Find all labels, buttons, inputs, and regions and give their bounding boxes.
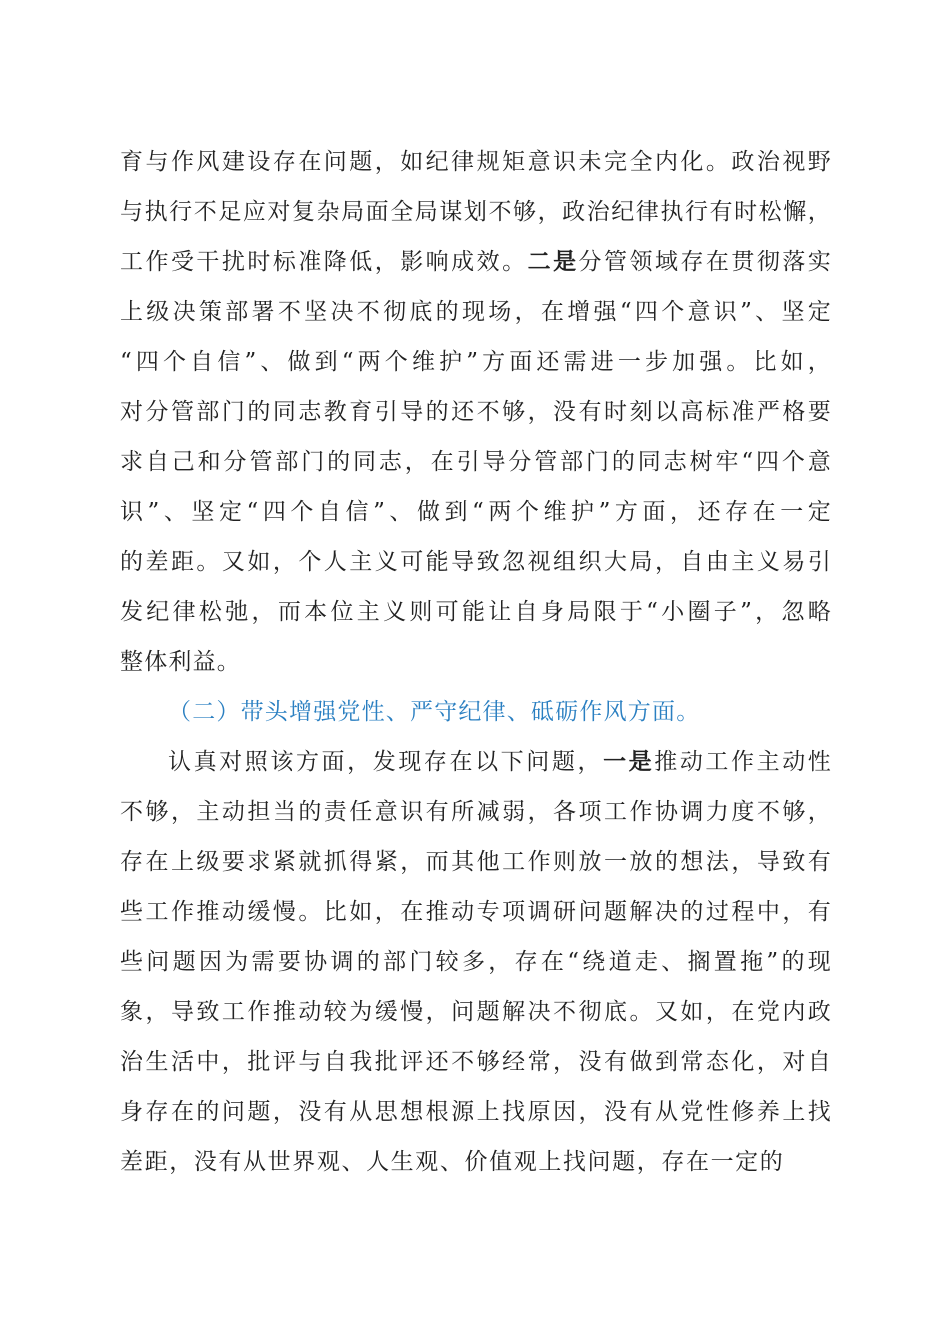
line-text: 治生活中，批评与自我批评还不够经常，没有做到常态化，对自: [120, 1049, 832, 1075]
line-text: “四个自信”、做到“两个维护”方面还需进一步加强。比如，: [120, 349, 832, 375]
body-line-21: [120, 1137, 784, 1187]
body-line-8: [120, 487, 832, 537]
body-line-13: [168, 737, 832, 787]
line-text: 不够，主动担当的责任意识有所减弱，各项工作协调力度不够，: [120, 799, 832, 825]
body-line-18: [120, 987, 832, 1037]
body-line-9: [120, 537, 832, 587]
body-line-7: [120, 437, 832, 487]
body-line-17: [120, 937, 832, 987]
line-text: 对分管部门的同志教育引导的还不够，没有时刻以高标准严格要: [120, 399, 832, 425]
line-text: 象，导致工作推动较为缓慢，问题解决不彻底。又如，在党内政: [120, 999, 832, 1025]
body-line-15: [120, 837, 832, 887]
line-text: 的差距。又如，个人主义可能导致忽视组织大局，自由主义易引: [120, 549, 832, 575]
line-text: 些问题因为需要协调的部门较多，存在“绕道走、搁置拖”的现: [120, 949, 832, 975]
line-text: 认真对照该方面，发现存在以下问题，: [168, 749, 604, 775]
section-heading: [168, 687, 700, 737]
line-text: 育与作风建设存在问题，如纪律规矩意识未完全内化。政治视野: [120, 149, 832, 175]
heading-text: （二）带头增强党性、严守纪律、砥砺作风方面。: [168, 699, 701, 725]
line-text: 识”、坚定“四个自信”、做到“两个维护”方面，还存在一定: [120, 499, 832, 525]
body-line-5: [120, 337, 832, 387]
line-text: 存在上级要求紧就抓得紧，而其他工作则放一放的想法，导致有: [120, 849, 832, 875]
body-line-4: [120, 287, 832, 337]
emphasis-text: 二是: [527, 248, 579, 275]
line-text: 些工作推动缓慢。比如，在推动专项调研问题解决的过程中，有: [120, 899, 832, 925]
line-text: 工作受干扰时标准降低，影响成效。: [120, 249, 528, 275]
line-text: 发纪律松弛，而本位主义则可能让自身局限于“小圈子”，忽略: [120, 599, 832, 625]
body-line-10: [120, 587, 832, 637]
line-text: 分管领域存在贯彻落实: [578, 249, 833, 275]
body-line-19: [120, 1037, 832, 1087]
body-line-14: [120, 787, 832, 837]
line-text: 上级决策部署不坚决不彻底的现场，在增强“四个意识”、坚定: [120, 299, 832, 325]
body-line-20: [120, 1087, 832, 1137]
emphasis-text: 一是: [603, 748, 655, 775]
line-text: 与执行不足应对复杂局面全局谋划不够，政治纪律执行有时松懈，: [120, 199, 832, 225]
body-line-6: [120, 387, 832, 437]
body-line-11: [120, 637, 832, 687]
line-text: 整体利益。: [120, 649, 241, 675]
line-text: 差距，没有从世界观、人生观、价值观上找问题，存在一定的: [120, 1149, 784, 1175]
line-text: 求自己和分管部门的同志，在引导分管部门的同志树牢“四个意: [120, 449, 832, 475]
line-text: 推动工作主动性: [654, 749, 832, 775]
body-line-2: [120, 187, 832, 237]
line-text: 身存在的问题，没有从思想根源上找原因，没有从党性修养上找: [120, 1099, 832, 1125]
body-line-3: [120, 237, 832, 287]
body-line-16: [120, 887, 832, 937]
body-line-1: [120, 137, 832, 187]
